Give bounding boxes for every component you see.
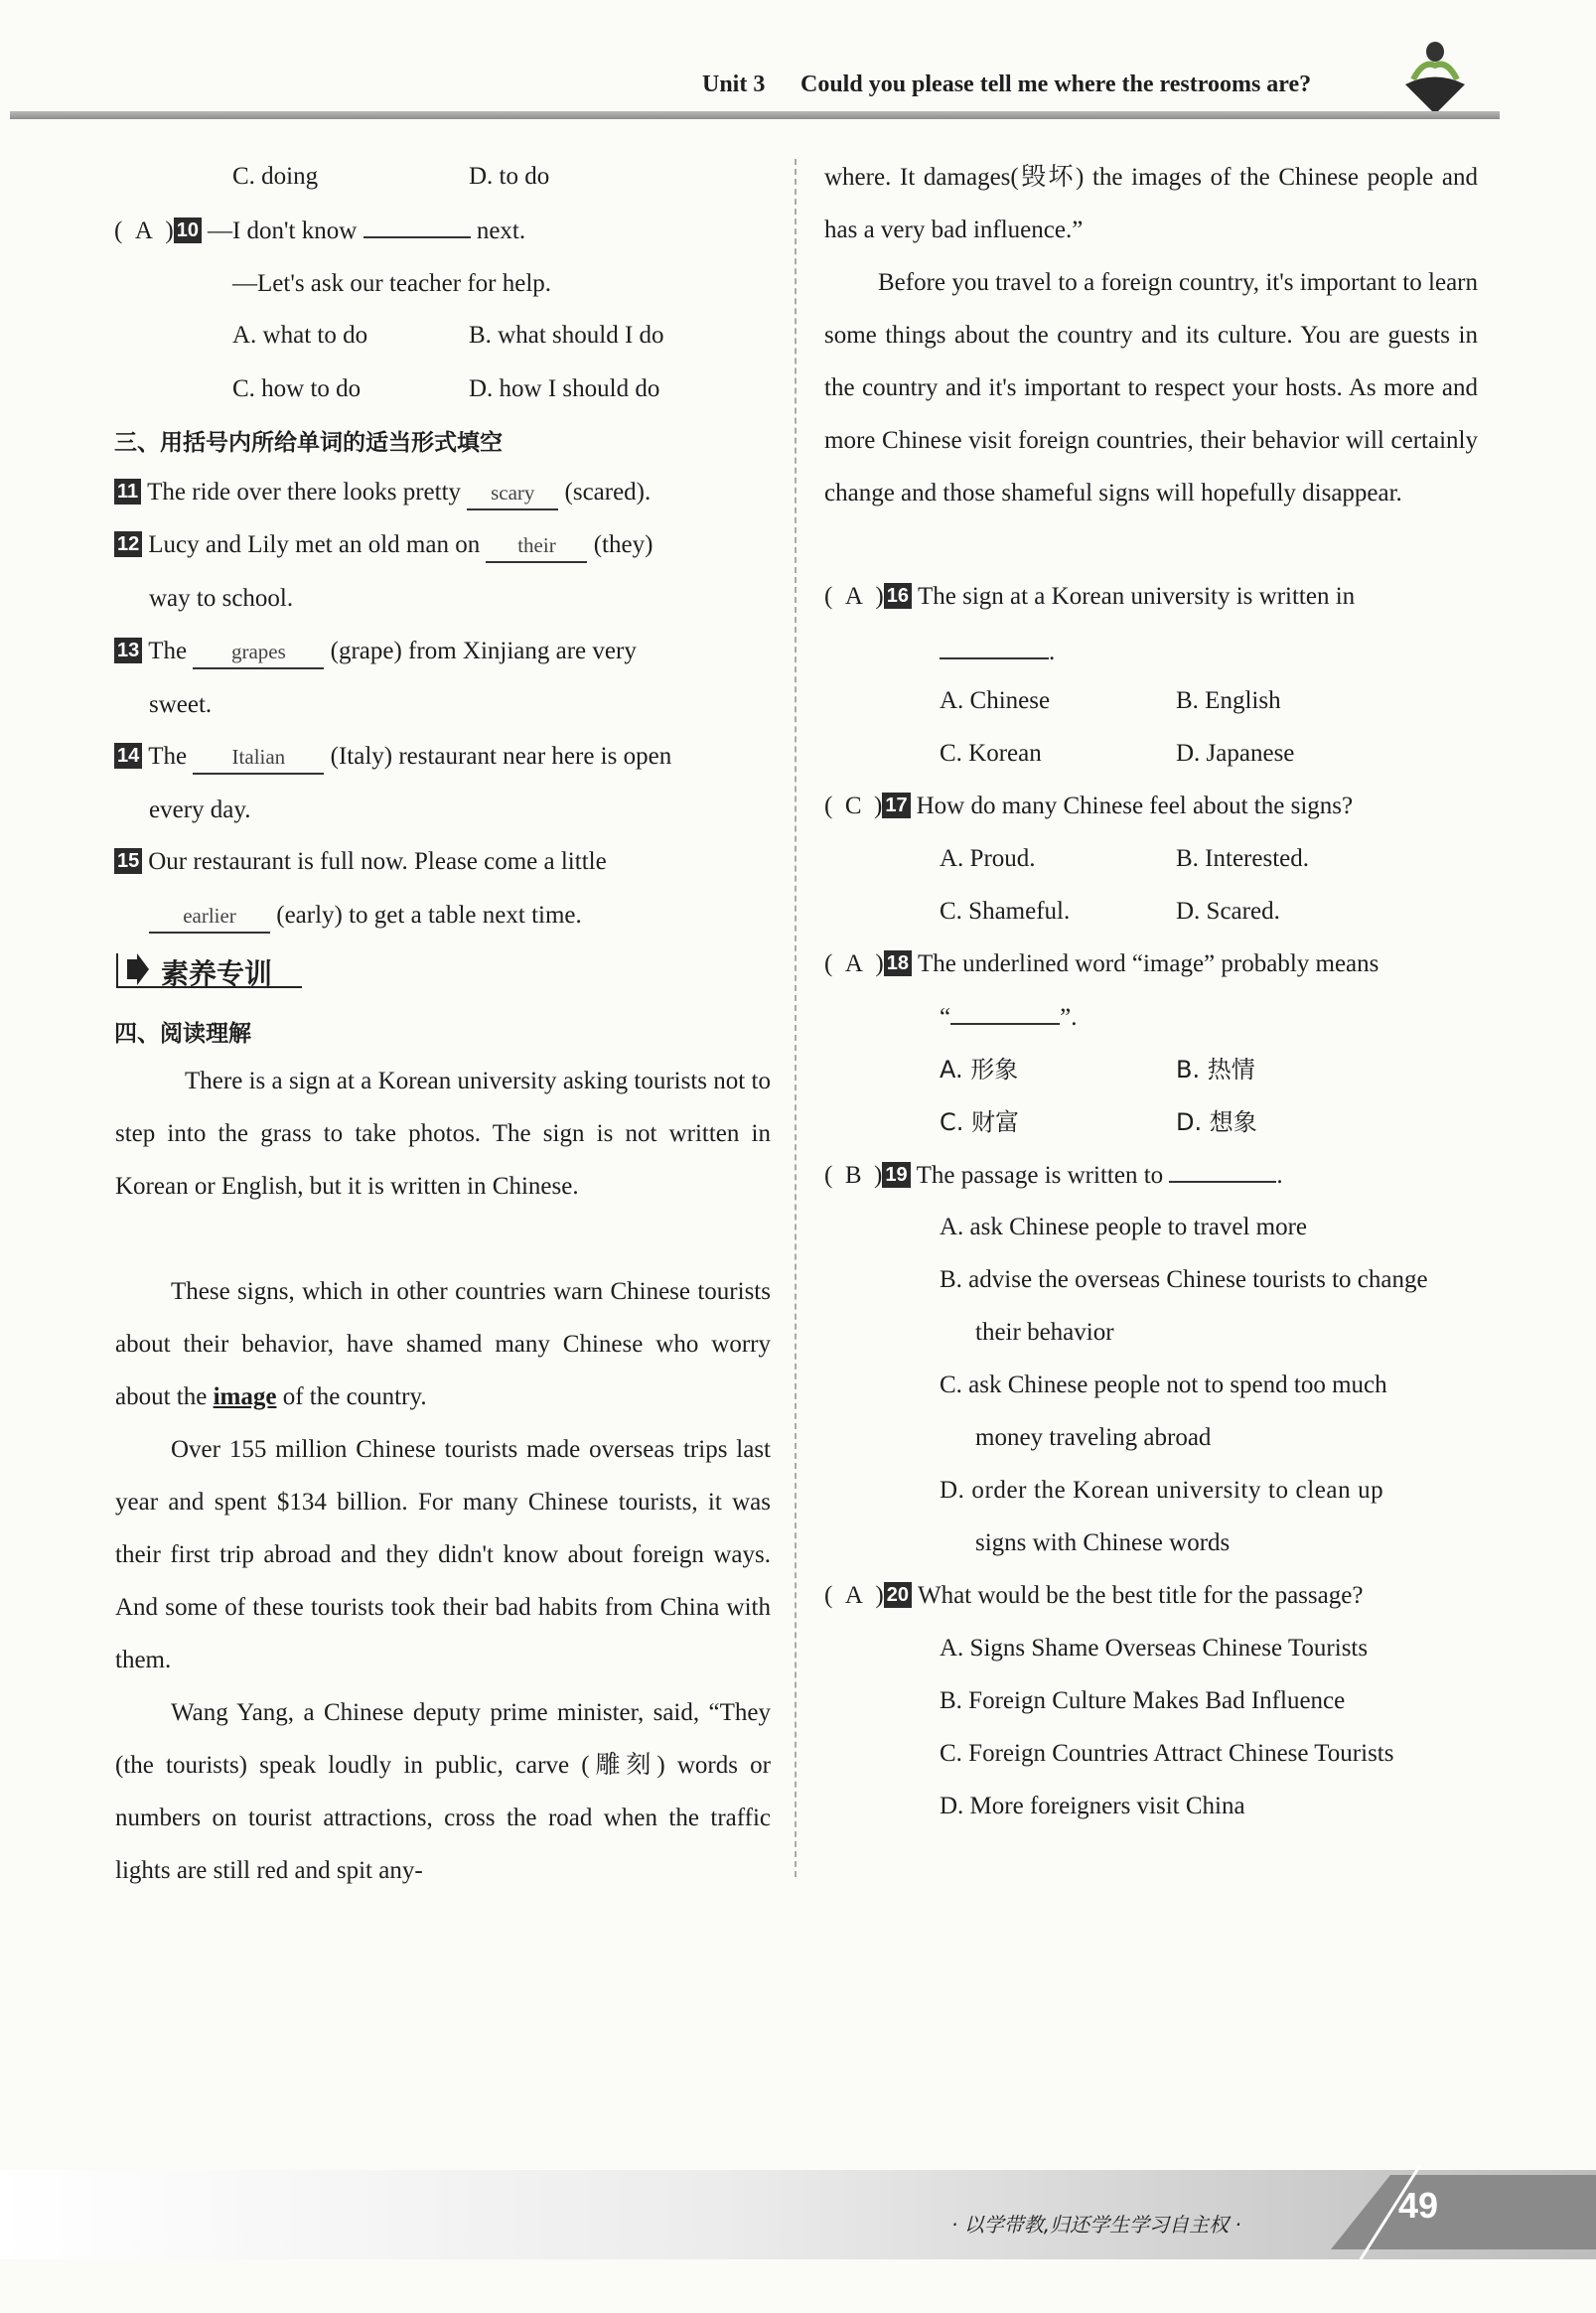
book-reader-icon — [1395, 30, 1475, 119]
q19-option-b-line2: their behavior — [975, 1319, 1114, 1346]
header-title: Could you please tell me where the restrooms are? — [800, 72, 1312, 97]
q11-number: 11 — [114, 479, 141, 505]
q18-number: 18 — [884, 950, 912, 976]
q14-line2: every day. — [149, 796, 251, 823]
q19-answer: B — [844, 1162, 862, 1189]
q18-option-a: A. 形象 — [940, 1056, 1019, 1084]
page-number: 49 — [1398, 2185, 1439, 2226]
q16-option-a: A. Chinese — [940, 687, 1051, 714]
q15 — [114, 846, 607, 878]
q20-text: What would be the best title for the passage? — [917, 1582, 1364, 1609]
q16-option-b: B. English — [1176, 687, 1281, 714]
passage-p2-pre: These signs, which in other countries warn Chinese tourists about their behavior, have shamed many Chinese who worry about the — [115, 1278, 771, 1410]
q13-answer: grapes — [193, 636, 324, 669]
passage-p4: Wang Yang, a Chinese deputy prime minister, said, “They (the tourists) speak loudly in public, carve (雕刻) words or numbers on tourist attractions, cross the road when the traffic lights are still red and spit any- — [115, 1699, 771, 1884]
q12-post: (they) — [593, 531, 653, 558]
q16-option-c: C. Korean — [940, 740, 1042, 767]
q12 — [114, 529, 653, 563]
q19-option-d: D. order the Korean university to clean up — [940, 1477, 1384, 1504]
q10-option-d: D. how I should do — [469, 375, 660, 402]
q18-stem: ( A ) 18 The underlined word “image” probably means — [824, 950, 1379, 977]
q19-option-c: C. ask Chinese people not to spend too much — [940, 1372, 1387, 1398]
q19-blank — [1169, 1159, 1276, 1183]
q18-option-b: B. 热情 — [1176, 1056, 1255, 1084]
q14-pre: The — [148, 743, 188, 770]
q15-answer: earlier — [149, 900, 270, 934]
q12-line2: way to school. — [149, 585, 294, 612]
q11 — [114, 477, 651, 510]
q10-reply: —Let's ask our teacher for help. — [232, 270, 552, 297]
q16-answer: A — [844, 583, 863, 610]
q10-stem: ( A ) 10 —I don't know next. — [114, 215, 525, 247]
q18-option-c: C. 财富 — [940, 1108, 1020, 1136]
q15-number: 15 — [114, 848, 142, 874]
q12-answer: their — [486, 529, 587, 563]
q10-blank — [363, 215, 471, 238]
q20-option-c: C. Foreign Countries Attract Chinese Tourists — [940, 1740, 1394, 1767]
special-training-label — [113, 949, 318, 991]
q19-option-a: A. ask Chinese people to travel more — [940, 1214, 1308, 1240]
q14-number: 14 — [114, 743, 142, 769]
q9-option-d: D. to do — [469, 163, 550, 190]
q17-option-d: D. Scared. — [1176, 898, 1280, 925]
passage-p5: Before you travel to a foreign country, it's important to learn some things about the country and its culture. You are guests in the country and it's important to respect your hosts. As more and more Chinese visit foreign countries, their behavior will certainly change and those shameful signs will hopefully disappear. — [824, 269, 1478, 506]
q19-stem: ( B ) 19 The passage is written to . — [824, 1159, 1283, 1192]
q12-pre: Lucy and Lily met an old man on — [148, 531, 481, 558]
q17-option-c: C. Shameful. — [940, 898, 1071, 925]
passage-p3: Over 155 million Chinese tourists made overseas trips last year and spent $134 billion. For many Chinese tourists, it was their first trip abroad and they didn't know about foreign ways. And some of these tourists took their bad habits from China with them. — [115, 1436, 771, 1673]
q10-option-a: A. what to do — [232, 322, 368, 349]
q19-text: The passage is written to — [916, 1162, 1164, 1189]
q20-number: 20 — [884, 1582, 912, 1608]
q9-option-c: C. doing — [232, 163, 319, 190]
q13 — [114, 636, 637, 669]
special-training-text: 素养专训 — [161, 957, 273, 990]
footer-slogan: · 以学带教,归还学生学习自主权 · — [951, 2213, 1241, 2237]
q19-option-c-line2: money traveling abroad — [975, 1424, 1212, 1451]
q18-option-d: D. 想象 — [1176, 1108, 1257, 1136]
q11-answer: scary — [467, 477, 558, 510]
q13-line2: sweet. — [149, 691, 213, 718]
q17-answer: C — [844, 793, 862, 819]
passage-word-image: image — [213, 1383, 277, 1410]
q14 — [114, 741, 671, 775]
q17-option-a: A. Proud. — [940, 845, 1036, 872]
passage-p2-post: of the country. — [282, 1383, 427, 1410]
q20-option-d: D. More foreigners visit China — [940, 1793, 1245, 1819]
header-unit: Unit 3 — [702, 72, 766, 97]
q18-text: The underlined word “image” probably means — [917, 950, 1379, 977]
q16-option-d: D. Japanese — [1176, 740, 1295, 767]
section4-heading: 四、阅读理解 — [114, 1021, 251, 1047]
q10-option-b: B. what should I do — [469, 322, 664, 349]
q10-prompt: —I don't know — [207, 217, 358, 244]
q20-option-a: A. Signs Shame Overseas Chinese Tourists — [940, 1635, 1369, 1662]
q15-line2 — [149, 900, 582, 934]
column-divider — [795, 159, 797, 1877]
q15-pre: Our restaurant is full now. Please come a little — [148, 848, 607, 875]
q20-stem: ( A ) 20 What would be the best title for the passage? — [824, 1582, 1364, 1609]
q17-text: How do many Chinese feel about the signs? — [916, 793, 1354, 819]
q14-post: (Italy) restaurant near here is open — [330, 743, 672, 770]
passage-p1: There is a sign at a Korean university asking tourists not to step into the grass to take photos. The sign is not written in Korean or English, but it is written in Chinese. — [115, 1068, 771, 1200]
q12-number: 12 — [114, 531, 142, 557]
q17-stem: ( C ) 17 How do many Chinese feel about the signs? — [824, 793, 1354, 819]
q15-post: (early) to get a table next time. — [276, 902, 582, 929]
q16-number: 16 — [884, 583, 912, 609]
q16-blank: . — [940, 636, 1055, 668]
q10-after: next. — [476, 217, 526, 244]
header-rule — [10, 111, 1500, 119]
q17-option-b: B. Interested. — [1176, 845, 1309, 872]
footer-page-tab — [1321, 2165, 1596, 2264]
passage-p4-cont: where. It damages(毁坏) the images of the Chinese people and has a very bad influence.” — [824, 164, 1478, 243]
q13-number: 13 — [114, 638, 142, 663]
q20-answer: A — [844, 1582, 863, 1609]
q19-number: 19 — [882, 1162, 910, 1188]
q10-option-c: C. how to do — [232, 375, 362, 402]
q11-post: (scared). — [564, 479, 652, 506]
q19-option-d-line2: signs with Chinese words — [975, 1529, 1231, 1556]
q17-number: 17 — [882, 793, 910, 818]
q14-answer: Italian — [193, 741, 324, 775]
q13-post: (grape) from Xinjiang are very — [330, 638, 637, 664]
q19-option-b: B. advise the overseas Chinese tourists to change — [940, 1266, 1428, 1293]
passage-p2 — [115, 1265, 771, 1423]
q10-number: 10 — [174, 217, 202, 243]
q10-answer: A — [134, 217, 153, 244]
q16-stem: ( A ) 16 The sign at a Korean university is written in — [824, 583, 1356, 610]
q18-blank: “ ”. — [940, 1001, 1077, 1034]
q18-answer: A — [844, 950, 863, 977]
q20-option-b: B. Foreign Culture Makes Bad Influence — [940, 1687, 1346, 1714]
q11-pre: The ride over there looks pretty — [147, 479, 462, 506]
section3-heading: 三、用括号内所给单词的适当形式填空 — [114, 430, 503, 456]
q16-text: The sign at a Korean university is written in — [917, 583, 1356, 610]
q13-pre: The — [148, 638, 188, 664]
